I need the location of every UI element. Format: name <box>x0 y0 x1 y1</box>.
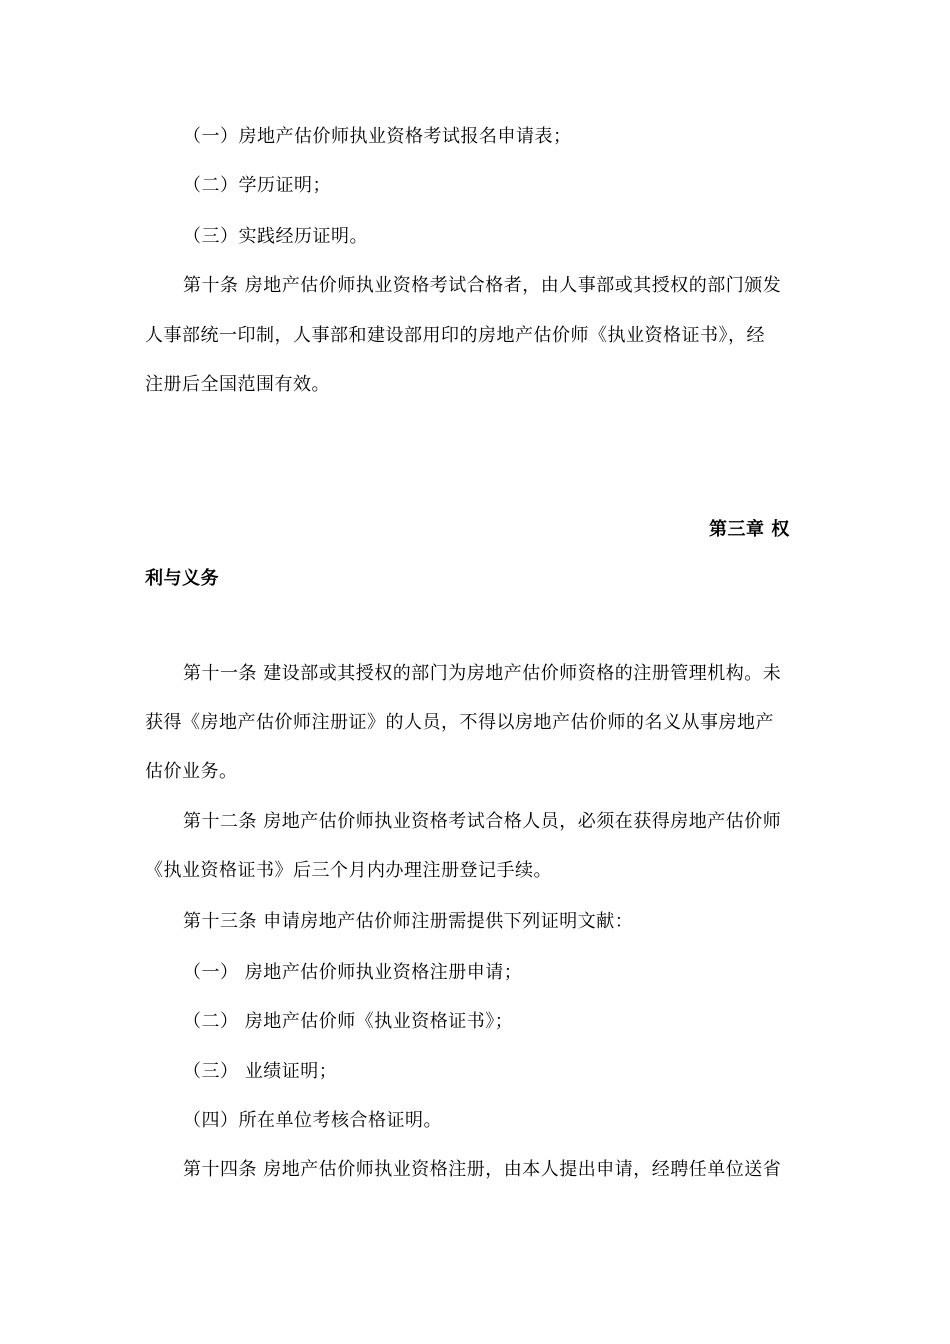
article-10-line-3: 注册后全国范围有效。 <box>145 374 330 395</box>
article-13-item-4: （四）所在单位考核合格证明。 <box>183 1110 442 1131</box>
article-12-line-1: 第十二条 房地产估价师执业资格考试合格人员，必须在获得房地产估价师 <box>183 811 782 832</box>
article-13-item-3: （三） 业绩证明； <box>183 1061 338 1082</box>
list-item-2: （二）学历证明； <box>183 175 331 196</box>
article-10-line-1: 第十条 房地产估价师执业资格考试合格者，由人事部或其授权的部门颁发 <box>183 275 782 296</box>
article-11-line-1: 第十一条 建设部或其授权的部门为房地产估价师资格的注册管理机构。未 <box>183 663 782 684</box>
article-13-item-1: （一） 房地产估价师执业资格注册申请； <box>183 962 523 983</box>
article-10-line-2: 人事部统一印制，人事部和建设部用印的房地产估价师《执业资格证书》，经 <box>145 325 765 346</box>
article-11-line-2: 获得《房地产估价师注册证》的人员，不得以房地产估价师的名义从事房地产 <box>145 712 774 733</box>
chapter-heading-part-1: 第三章 权 <box>709 519 790 540</box>
list-item-1: （一）房地产估价师执业资格考试报名申请表； <box>183 126 572 147</box>
article-11-line-3: 估价业务。 <box>145 761 238 782</box>
list-item-3: （三）实践经历证明。 <box>183 226 368 247</box>
article-12-line-2: 《执业资格证书》后三个月内办理注册登记手续。 <box>145 860 552 881</box>
article-13-item-2: （二） 房地产估价师《执业资格证书》； <box>183 1011 514 1032</box>
article-14-line-1: 第十四条 房地产估价师执业资格注册，由本人提出申请，经聘任单位送省 <box>183 1159 782 1180</box>
chapter-heading-part-2: 利与义务 <box>145 568 219 589</box>
article-13-line-1: 第十三条 申请房地产估价师注册需提供下列证明文献： <box>183 911 634 932</box>
